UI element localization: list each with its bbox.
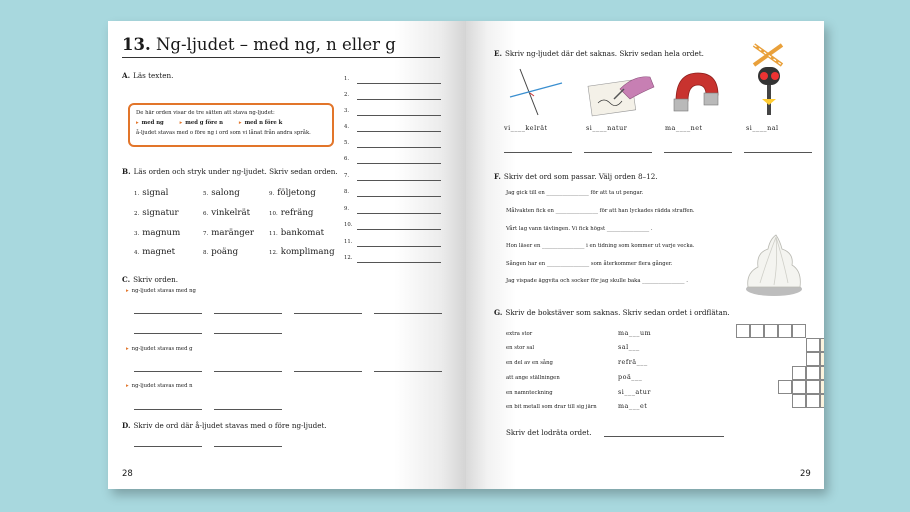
e-word-2: si____natur [586,124,628,132]
angle-diagram-icon [508,65,564,117]
crossword-cell[interactable] [750,324,764,338]
word-8: 8. poäng [203,247,239,257]
answer-line[interactable] [294,313,362,314]
g-clue-3: en del av en sång [506,360,553,366]
word-12: 12. komplimang [269,247,335,257]
crossword-cell[interactable] [792,366,806,380]
e-word-1: vi____kelrät [504,124,548,132]
info-footer: å-ljudet stavas med o före ng i ord som vi lånat från andra språk. [136,130,311,136]
f-sentence-1: Jag gick till en ________________ för att ta ut pengar. [506,190,644,196]
word-3: 3. magnum [134,228,181,238]
answer-line[interactable] [357,213,441,214]
crossword-cell[interactable] [820,352,824,366]
railroad-crossing-signal-icon [748,41,792,117]
crossword-cell[interactable] [820,394,824,408]
section-a: A. Läs texten. [122,71,174,80]
answer-line[interactable] [134,446,202,447]
crossword-cell[interactable] [820,366,824,380]
f-sentence-4: Hon läser en ________________ i en tidning som kommer ut varje vecka. [506,243,695,249]
c-label-g: ▸ ng-ljudet stavas med g [126,346,193,352]
f-sentence-2: Målvakten fick en ________________ för att han lyckades rädda straffen. [506,208,695,214]
answer-line[interactable] [134,333,202,334]
word-2: 2. signatur [134,208,179,218]
word-7: 7. maränger [203,228,254,238]
g-clue-4: att ange ställningen [506,375,560,381]
crossword-cell[interactable] [820,380,824,394]
g-clue-5: en namnteckning [506,390,553,396]
meringue-icon [740,233,806,299]
section-e: E. Skriv ng-ljudet där det saknas. Skriv sedan hela ordet. [494,49,704,58]
f-sentence-6: Jag vispade äggvita och socker för jag skulle baka ________________ . [506,278,688,284]
crossword-cell[interactable] [736,324,750,338]
word-1: 1. signal [134,188,169,198]
info-intro: De här orden visar de tre sätten att stava ng-ljudet: [136,110,275,116]
answer-line[interactable] [744,152,812,153]
answer-line[interactable] [357,83,441,84]
answer-line[interactable] [357,147,441,148]
g-word-1: ma___um [618,329,652,337]
answer-line[interactable] [214,446,282,447]
crossword-cell[interactable] [806,366,820,380]
crossword-cell[interactable] [764,324,778,338]
page-title: 13. Ng-ljudet – med ng, n eller g [122,35,396,54]
vertical-word-answer-line[interactable] [604,436,724,437]
answer-line[interactable] [134,371,202,372]
crossword-cell[interactable] [778,380,792,394]
crossword-cell[interactable] [806,352,820,366]
crossword-cell[interactable] [820,338,824,352]
answer-line[interactable] [134,313,202,314]
crossword-cell[interactable] [806,338,820,352]
signing-hand-icon [584,69,658,119]
f-sentence-5: Sången har en ________________ som återkommer flera gånger. [506,261,673,267]
g-clue-1: extra stor [506,331,533,337]
answer-line[interactable] [357,262,441,263]
answer-line[interactable] [357,115,441,116]
crossword-cell[interactable] [792,380,806,394]
e-word-3: ma____net [665,124,703,132]
answer-line[interactable] [214,409,282,410]
section-f: F. Skriv det ord som passar. Välj orden 8–12. [494,172,658,181]
c-label-n: ▸ ng-ljudet stavas med n [126,383,193,389]
f-sentence-3: Vårt lag vann tävlingen. Vi fick högst ________________ . [506,226,653,232]
answer-line[interactable] [374,371,442,372]
answer-line[interactable] [584,152,652,153]
answer-line[interactable] [357,246,441,247]
info-box [128,103,334,147]
answer-line[interactable] [357,99,441,100]
section-d: D. Skriv de ord där å-ljudet stavas med o före ng-ljudet. [122,421,327,430]
g-word-5: si___atur [618,388,651,396]
crossword-cell[interactable] [792,324,806,338]
e-word-4: si____nal [746,124,779,132]
section-g: G. Skriv de bokstäver som saknas. Skriv sedan ordet i ordflätan. [494,308,730,317]
g-word-6: ma___et [618,402,648,410]
answer-line[interactable] [504,152,572,153]
answer-line[interactable] [357,229,441,230]
answer-line[interactable] [214,333,282,334]
answer-line[interactable] [357,131,441,132]
page-number-left: 28 [122,469,133,479]
g-clue-2: en stor sal [506,345,535,351]
title-underline [122,57,440,58]
answer-line[interactable] [134,409,202,410]
c-label-ng: ▸ ng-ljudet stavas med ng [126,288,196,294]
page-number-right: 29 [800,469,811,479]
word-5: 5. salong [203,188,240,198]
g-word-3: refrä___ [618,358,648,366]
left-page: 13. Ng-ljudet – med ng, n eller g A. Läs texten. De här orden visar de tre sätten att stava ng-ljudet: ▸ med ng ▸ med g före n ▸ med n före k å-ljudet stavas med o före ng i ord som vi lånat från andra språk. B. Läs orden och stryk under ng-ljudet. Skriv sedan orden. 1. signal 2. signatur 3. magnum 4. magnet 5. salong 6. vinkelrät 7. maränger 8. poäng 9. följetong 10. refräng 11. bankomat 12. komplimang 1. 2. 3. 4. 5. 6. 7. 8. 9. 10. 11. 12. C. Skriv orden. ▸ ng-ljudet stavas med ng ▸ ng-ljudet stavas med g ▸ ng-ljudet stavas med n D. Skriv de ord där å-ljudet stavas med o före ng-ljudet. 28 [108,21,466,489]
word-10: 10. refräng [269,208,314,218]
answer-line[interactable] [214,371,282,372]
g-footer: Skriv det lodräta ordet. [506,428,592,437]
answer-line[interactable] [357,180,441,181]
g-word-2: sal___ [618,343,640,351]
right-page [466,21,824,489]
answer-line[interactable] [294,371,362,372]
word-9: 9. följetong [269,188,316,198]
g-clue-6: en bit metall som drar till sig järn [506,404,597,410]
workbook-spread [108,21,824,489]
crossword-cell[interactable] [792,394,806,408]
section-c: C. Skriv orden. [122,275,178,284]
crossword-cell[interactable] [806,380,820,394]
answer-line[interactable] [214,313,282,314]
horseshoe-magnet-icon [666,65,724,121]
answer-line[interactable] [357,163,441,164]
answer-line[interactable] [357,196,441,197]
answer-line[interactable] [374,313,442,314]
crossword-cell[interactable] [778,324,792,338]
answer-line[interactable] [664,152,732,153]
section-b: B. Läs orden och stryk under ng-ljudet. Skriv sedan orden. [122,167,338,176]
info-bullets: ▸ med ng ▸ med g före n ▸ med n före k [136,120,283,126]
word-4: 4. magnet [134,247,176,257]
word-11: 11. bankomat [269,228,325,238]
g-word-4: poä___ [618,373,643,381]
word-6: 6. vinkelrät [203,208,251,218]
crossword-cell[interactable] [806,394,820,408]
